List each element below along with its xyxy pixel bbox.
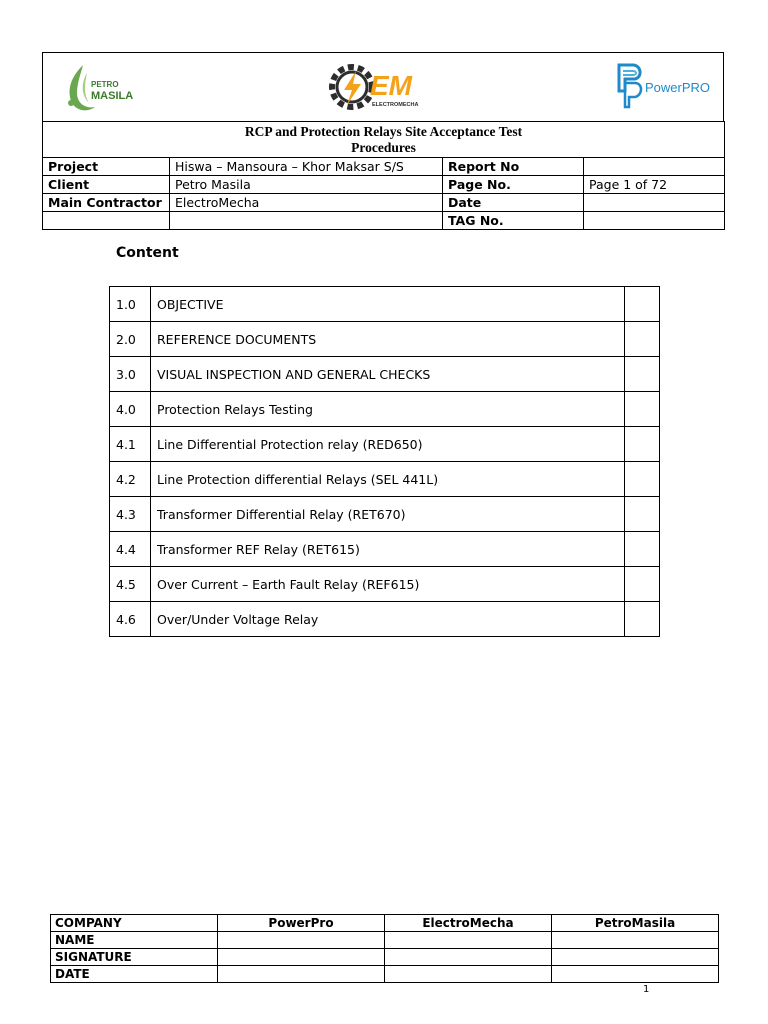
svg-text:PETRO: PETRO [91,80,119,89]
tag-no-label: TAG No. [443,212,584,230]
report-no-value [584,158,725,176]
electromecha-logo [326,57,436,117]
title-line-2: Procedures [351,139,416,155]
toc-row [110,287,660,322]
client-label: Client [43,176,170,194]
toc-row [110,497,660,532]
project-label: Project [43,158,170,176]
date-value [584,194,725,212]
signature-table [50,914,719,983]
logo-header-box [42,52,724,122]
petro-masila-logo [61,59,161,117]
sig-cell [552,932,719,949]
toc-page-cell [625,462,660,497]
sig-cell [218,949,385,966]
toc-section-number: 4.5 [110,567,151,602]
toc-row [110,322,660,357]
sig-header-electromecha: ElectroMecha [385,915,552,932]
document-title [43,122,725,158]
toc-page-cell [625,532,660,567]
sig-header-company: COMPANY [51,915,218,932]
sig-cell [552,966,719,983]
svg-text:MASILA: MASILA [91,90,134,102]
sig-row-name-label: NAME [51,932,218,949]
toc-page-cell [625,392,660,427]
toc-section-title: Protection Relays Testing [151,392,625,427]
powerpro-logo [613,57,717,117]
toc-page-cell [625,602,660,637]
sig-cell [385,966,552,983]
title-line-1: RCP and Protection Relays Site Acceptance Test [244,123,523,139]
toc-section-title: Transformer Differential Relay (RET670) [151,497,625,532]
toc-section-title: Line Differential Protection relay (RED650) [151,427,625,462]
toc-section-number: 4.0 [110,392,151,427]
toc-section-number: 4.2 [110,462,151,497]
main-contractor-value: ElectroMecha [170,194,443,212]
sig-cell [385,932,552,949]
toc-section-title: Transformer REF Relay (RET615) [151,532,625,567]
toc-page-cell [625,357,660,392]
sig-cell [218,932,385,949]
toc-section-number: 4.3 [110,497,151,532]
document-info-table [42,121,725,230]
sig-header-powerpro: PowerPro [218,915,385,932]
toc-row [110,427,660,462]
toc-section-title: Over Current – Earth Fault Relay (REF615) [151,567,625,602]
toc-row [110,532,660,567]
toc-row [110,602,660,637]
toc-page-cell [625,497,660,532]
toc-section-number: 2.0 [110,322,151,357]
toc-section-number: 4.6 [110,602,151,637]
project-value: Hiswa – Mansoura – Khor Maksar S/S [170,158,443,176]
toc-row [110,392,660,427]
sig-cell [552,949,719,966]
toc-section-title: OBJECTIVE [151,287,625,322]
toc-section-title: VISUAL INSPECTION AND GENERAL CHECKS [151,357,625,392]
toc-section-number: 4.4 [110,532,151,567]
svg-text:ELECTROMECHA: ELECTROMECHA [372,102,419,108]
main-contractor-label: Main Contractor [43,194,170,212]
client-value: Petro Masila [170,176,443,194]
toc-row [110,567,660,602]
toc-section-title: Over/Under Voltage Relay [151,602,625,637]
toc-section-title: REFERENCE DOCUMENTS [151,322,625,357]
sig-header-petromasila: PetroMasila [552,915,719,932]
content-heading: Content [116,245,179,261]
toc-page-cell [625,322,660,357]
table-of-contents [109,286,660,637]
empty-label-cell [43,212,170,230]
toc-row [110,357,660,392]
report-no-label: Report No [443,158,584,176]
svg-text:PowerPRO: PowerPRO [645,80,711,95]
page-number: 1 [643,984,650,995]
page-no-label: Page No. [443,176,584,194]
toc-section-number: 4.1 [110,427,151,462]
date-label: Date [443,194,584,212]
sig-cell [218,966,385,983]
toc-page-cell [625,427,660,462]
sig-row-date-label: DATE [51,966,218,983]
page-no-value: Page 1 of 72 [584,176,725,194]
tag-no-value [584,212,725,230]
toc-section-title: Line Protection differential Relays (SEL 441L) [151,462,625,497]
svg-text:EM: EM [370,70,412,101]
toc-page-cell [625,567,660,602]
sig-cell [385,949,552,966]
toc-section-number: 3.0 [110,357,151,392]
empty-value-cell [170,212,443,230]
toc-page-cell [625,287,660,322]
toc-section-number: 1.0 [110,287,151,322]
sig-row-signature-label: SIGNATURE [51,949,218,966]
toc-row [110,462,660,497]
